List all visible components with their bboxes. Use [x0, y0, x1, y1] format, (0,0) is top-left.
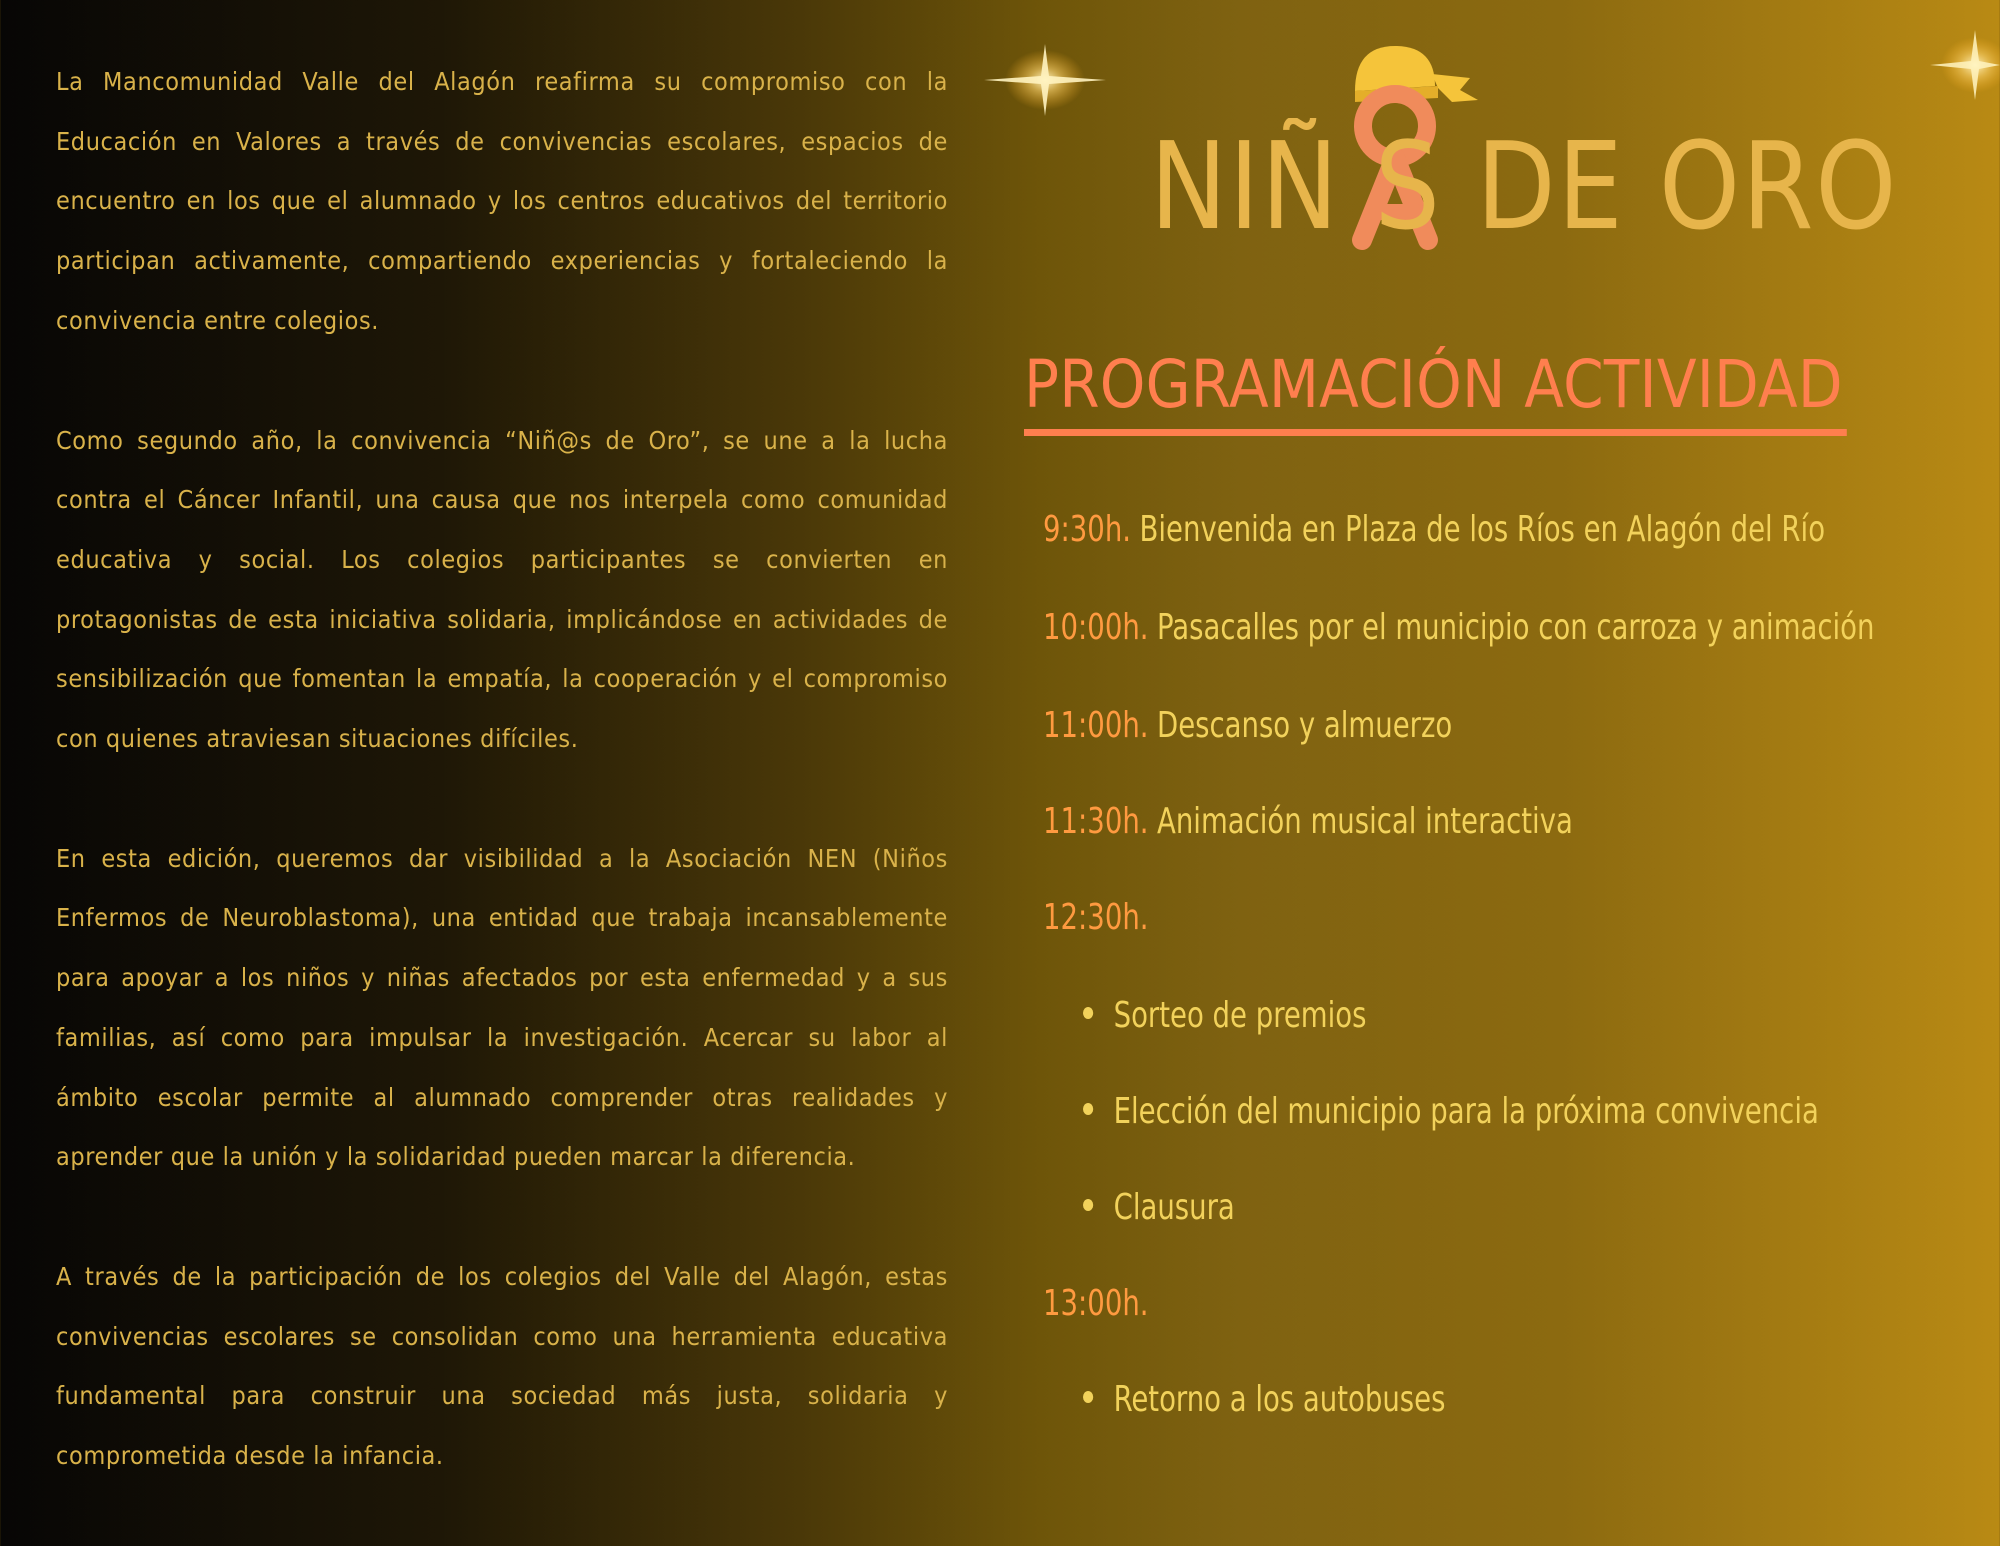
- schedule-time: 10:00h.: [1043, 607, 1149, 648]
- schedule-sub-item-text: Elección del municipio para la próxima convivencia: [1113, 1091, 1819, 1132]
- program-heading: PROGRAMACIÓN ACTIVIDAD: [1024, 352, 1847, 436]
- bullet-icon: [1083, 1103, 1093, 1115]
- schedule-time: 11:30h.: [1043, 801, 1149, 842]
- schedule-activity: Pasacalles por el municipio con carroza y animación: [1157, 607, 1875, 648]
- schedule-sub-item: [1083, 1379, 1446, 1420]
- schedule-item: [1043, 1283, 1157, 1324]
- bullet-icon: [1083, 1007, 1093, 1019]
- event-logo: [1150, 36, 1930, 256]
- schedule-sub-item: [1083, 1091, 1819, 1132]
- schedule-time: 9:30h.: [1043, 509, 1132, 550]
- schedule-sub-item-text: Clausura: [1113, 1187, 1235, 1228]
- schedule-time: 11:00h.: [1043, 705, 1149, 746]
- schedule-activity: Animación musical interactiva: [1157, 801, 1573, 842]
- intro-paragraph: En esta edición, queremos dar visibilidad a la Asociación NEN (Niños Enfermos de Neuroblastoma), una entidad que trabaja incansablemente para apoyar a los niños y niñas afectados por esta enfermedad y a sus familias, así como para impulsar la investigación. Acercar su labor al ámbito escolar permite al alumnado comprender otras realidades y aprender que la unión y la solidaridad pueden marcar la diferencia.: [56, 843, 948, 1172]
- schedule-activity: Descanso y almuerzo: [1157, 705, 1453, 746]
- intro-paragraph: A través de la participación de los colegios del Valle del Alagón, estas convivencias escolares se consolidan como una herramienta educativa fundamental para construir una sociedad más justa, solidaria y comprometida desde la infancia.: [56, 1261, 948, 1471]
- schedule-time: 13:00h.: [1043, 1283, 1149, 1324]
- schedule-sub-item: [1083, 1187, 1235, 1228]
- intro-text-column: [56, 52, 948, 1546]
- schedule-item: [1043, 607, 1875, 648]
- schedule-item: [1043, 801, 1573, 842]
- bullet-icon: [1083, 1391, 1093, 1403]
- light-flare-icon: [1930, 20, 2000, 110]
- bullet-icon: [1083, 1199, 1093, 1211]
- schedule-sub-item-text: Retorno a los autobuses: [1113, 1379, 1446, 1420]
- schedule-item: [1043, 509, 1826, 550]
- logo-title: NIÑ S DE ORO: [1150, 118, 1899, 257]
- intro-paragraph: Como segundo año, la convivencia “Niñ@s de Oro”, se une a la lucha contra el Cáncer Infantil, una causa que nos interpela como comunidad educativa y social. Los colegios participantes se convierten en protagonistas de esta iniciativa solidaria, implicándose en actividades de sensibilización que fomentan la empatía, la cooperación y el compromiso con quienes atraviesan situaciones difíciles.: [56, 425, 948, 754]
- schedule-item: [1043, 897, 1157, 938]
- schedule-sub-item: [1083, 995, 1367, 1036]
- schedule-item: [1043, 705, 1453, 746]
- intro-paragraph: La Mancomunidad Valle del Alagón reafirma su compromiso con la Educación en Valores a través de convivencias escolares, espacios de encuentro en los que el alumnado y los centros educativos del territorio participan activamente, compartiendo experiencias y fortaleciendo la convivencia entre colegios.: [56, 67, 948, 335]
- schedule-activity: Bienvenida en Plaza de los Ríos en Alagón del Río: [1139, 509, 1826, 550]
- schedule-sub-item-text: Sorteo de premios: [1113, 995, 1367, 1036]
- schedule-time: 12:30h.: [1043, 897, 1149, 938]
- light-flare-icon: [980, 40, 1110, 120]
